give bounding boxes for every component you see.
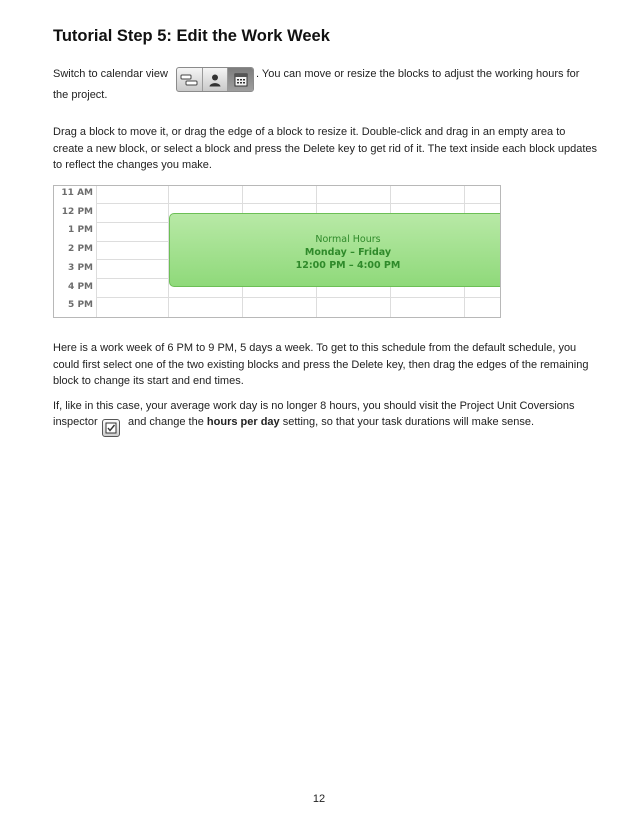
intro-continuation: the project.	[53, 89, 108, 101]
page-number: 12	[312, 793, 326, 805]
time-label: 12 PM	[61, 207, 93, 217]
gantt-view-icon	[180, 74, 198, 86]
block-days: Monday – Friday	[304, 247, 392, 258]
intro-text-after: . You can move or resize the blocks to adjust the working hours for	[256, 68, 580, 80]
checkbox-icon	[105, 422, 117, 434]
time-column	[54, 186, 96, 317]
work-week-paragraph: Here is a work week of 6 PM to 9 PM, 5 days a week. To get to this schedule from the default schedule, you could first select one of the two existing blocks and press the Delete key, then drag the edges of the remaining block to change its start and end times.	[53, 342, 589, 387]
person-view-icon	[208, 73, 222, 87]
person-view-button[interactable]	[203, 68, 229, 91]
block-hours: 12:00 PM – 4:00 PM	[295, 260, 401, 271]
checkbox-inspector-icon[interactable]	[102, 419, 120, 437]
normal-hours-block[interactable]	[169, 213, 501, 287]
time-label: 5 PM	[68, 300, 93, 310]
drag-instructions-paragraph: Drag a block to move it, or drag the edge of a block to resize it. Double-click and drag in an empty area to create a new block, or select a block and press the Delete key to get rid of it. The text inside each block updates to reflect the changes you make.	[53, 126, 597, 171]
hours-per-day-bold: hours per day	[206, 416, 280, 428]
time-label: 11 AM	[61, 188, 93, 198]
time-label: 4 PM	[68, 282, 93, 292]
block-title: Normal Hours	[315, 234, 381, 245]
intro-text-before: Switch to calendar view	[53, 68, 168, 80]
inspector-text-before-bold	[128, 414, 534, 431]
calendar-view-button[interactable]	[228, 68, 253, 91]
inspector-word: inspector	[53, 416, 98, 428]
time-label: 2 PM	[68, 244, 93, 254]
page-title: Tutorial Step 5: Edit the Work Week	[53, 27, 330, 45]
inspector-paragraph-line2	[53, 414, 613, 434]
grid-line	[96, 203, 500, 204]
time-label: 1 PM	[68, 225, 93, 235]
before-bold-text: and change the	[128, 416, 204, 428]
calendar-view-icon	[234, 73, 248, 87]
grid-line	[96, 297, 500, 298]
after-bold-text: setting, so that your task durations will make sense.	[282, 416, 535, 428]
inspector-paragraph-line1: If, like in this case, your average work day is no longer 8 hours, you should visit the Project Unit Coversions	[53, 400, 575, 412]
view-segmented-control[interactable]	[176, 67, 254, 92]
work-week-calendar	[53, 185, 501, 318]
gantt-view-button[interactable]	[177, 68, 203, 91]
time-label: 3 PM	[68, 263, 93, 273]
